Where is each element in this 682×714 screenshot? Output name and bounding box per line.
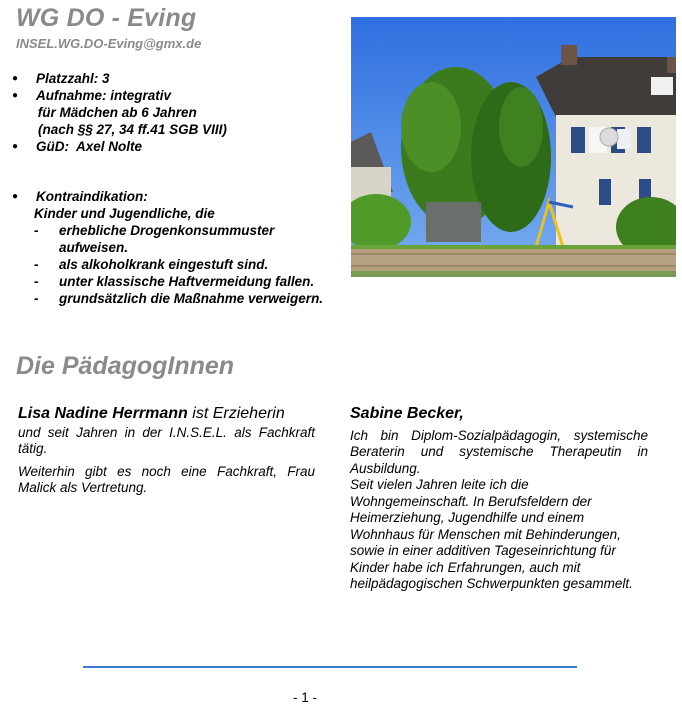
list-item	[10, 70, 323, 87]
bullet-icon: ●	[12, 141, 19, 152]
kontra-intro: Kinder und Jugendliche, die	[34, 206, 215, 221]
person-role: ist Erzieherin	[187, 405, 285, 422]
person-text: Ich bin Diplom-Sozialpädagogin, systemische Beraterin und systemische Therapeutin in Ausbildung.	[350, 427, 648, 476]
bullet-icon: ●	[12, 191, 19, 202]
kontra-item: - erhebliche Drogenkonsummuster aufweisen.	[34, 223, 275, 255]
info-list	[10, 70, 323, 307]
page-title: WG DO - Eving	[16, 4, 197, 32]
right-person	[350, 406, 648, 593]
kontra-item: - als alkoholkrank eingestuft sind.	[34, 257, 269, 272]
person-text: und seit Jahren in der I.N.S.E.L. als Fachkraft tätig.	[18, 424, 315, 456]
person-text: Weiterhin gibt es noch eine Fachkraft, Frau Malick als Vertretung.	[18, 463, 315, 495]
email-address[interactable]: INSEL.WG.DO-Eving@gmx.de	[16, 36, 202, 51]
bullet-icon: ●	[12, 90, 19, 101]
list-item	[10, 138, 323, 155]
person-text: Seit vielen Jahren leite ich die Wohngemeinschaft. In Berufsfeldern der Heimerziehung, Jugendhilfe und einem Wohnhaus für Menschen mit Behinderungen, sowie in einer additiven Tageseinrichtung für Kinder habe ich Erfahrungen, auch mit heilpädagogischen Schwerpunkten gesammelt.	[350, 477, 633, 591]
house-photo	[351, 17, 676, 277]
aufnahme-line2: für Mädchen ab 6 Jahren	[34, 105, 197, 120]
footer-rule	[83, 666, 577, 668]
kontra-item: - unter klassische Haftvermeidung fallen.	[34, 274, 315, 289]
person-name: Sabine Becker,	[350, 405, 464, 422]
platzzahl: Platzzahl: 3	[36, 71, 110, 86]
list-item	[10, 188, 323, 205]
bullet-icon: ●	[12, 73, 19, 84]
left-person	[18, 406, 315, 497]
aufnahme: Aufnahme: integrativ	[36, 88, 172, 103]
section-title: Die PädagogInnen	[16, 352, 235, 380]
kontra-title: Kontraindikation:	[36, 189, 148, 204]
person-name: Lisa Nadine Herrmann	[18, 405, 188, 422]
gud: GüD: Axel Nolte	[36, 139, 143, 154]
kontra-item: - grundsätzlich die Maßnahme verweigern.	[34, 291, 324, 306]
list-item	[10, 87, 323, 104]
aufnahme-line3: (nach §§ 27, 34 ff.41 SGB VIII)	[38, 122, 227, 137]
page-number: - 1 -	[292, 690, 317, 705]
